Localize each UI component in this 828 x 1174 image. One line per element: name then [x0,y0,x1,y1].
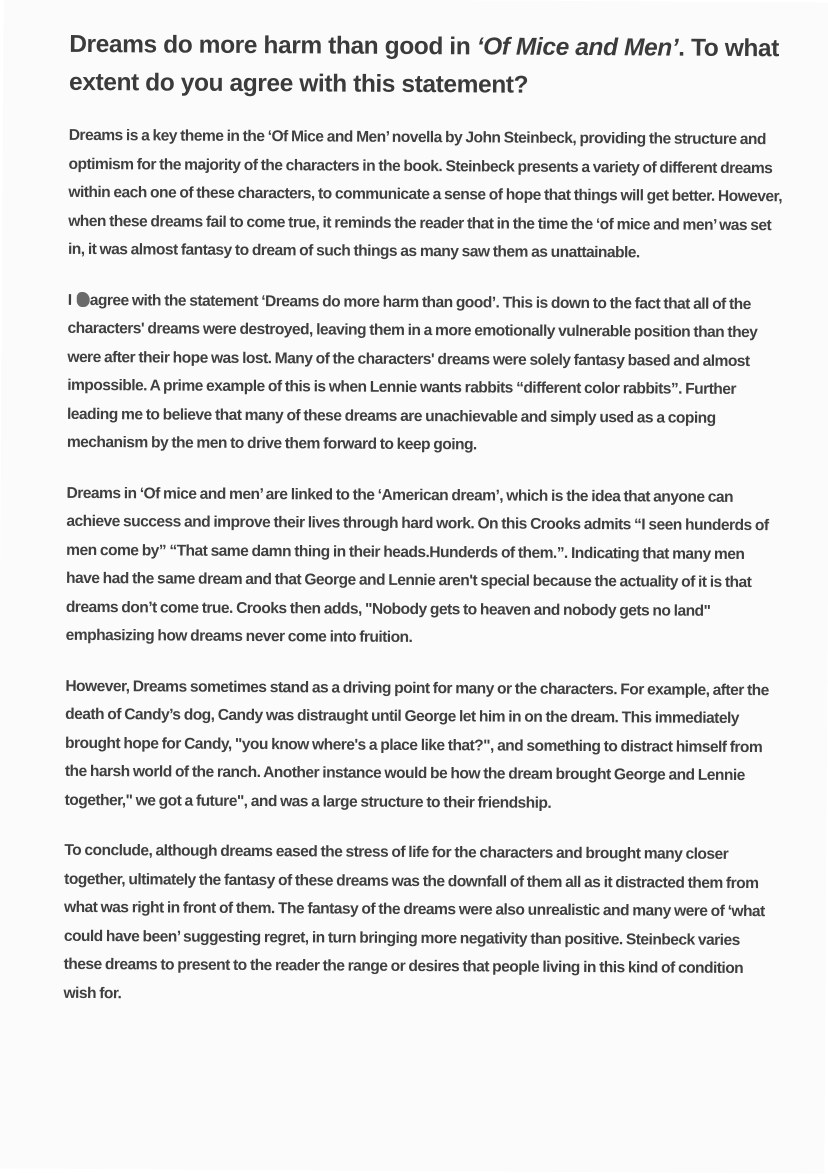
paragraph-counterargument: However, Dreams sometimes stand as a driving point for many or the characters. For example, after the death of Candy’s dog, Candy was distraught until George let him in on the dream. This immediately brought hope for Candy, "you know where's a place like that?", and something to distract himself from the harsh world of the ranch. Another instance would be how the dream brought George and Lennie together," we got a future", and was a large structure to their friendship. [64,677,769,812]
paragraph-conclusion: To conclude, although dreams eased the stress of life for the characters and brought many closer together, ultimately the fantasy of these dreams was the downfall of them all as it distracted them from what was right in front of them. The fantasy of the dreams were also unrealistic and many were of ‘what could have been’ suggesting regret, in turn bringing more negativity than positive. Steinbeck varies these dreams to present to the reader the range or desires that people living in this kind of condition wish for. [63,841,765,1002]
paragraph-agreement [67,286,782,461]
title-text-start: Dreams do more harm than good in [69,30,477,61]
title-novel-name: ‘Of Mice and Men’ [476,33,679,62]
paragraph-introduction: Dreams is a key theme in the ‘Of Mice and Men’ novella by John Steinbeck, providing the structure and optimism for the majority of the characters in the book. Steinbeck presents a variety of different dreams within each one of these characters, to communicate a sense of hope that things will get better. However, when these dreams fail to come true, it reminds the reader that in the time the ‘of mice and men’ was set in, it was almost fantasy to dream of such things as many saw them as unattainable. [67,126,783,262]
paragraph-agreement-lead: I [67,291,75,309]
essay-title [69,26,783,106]
title-text-end: . To what extent do you agree with this statement? [68,34,780,99]
paragraph-agreement-text: agree with the statement ‘Dreams do more harm than good’. This is down to the fact that all of the characters' dreams were destroyed, leaving them in a more emotionally vulnerable position than they were after their hope was lost. Many of the characters' dreams were solely fantasy based and almost impossible. A prime example of this is when Lennie wants rabbits “different color rabbits”. Further leading me to believe that many of these dreams are unachievable and simply used as a coping mechanism by the men to drive them forward to keep going. [66,291,758,454]
paragraph-american-dream: Dreams in ‘Of mice and men’ are linked to the ‘American dream’, which is the idea that anyone can achieve success and improve their lives through hard work. On this Crooks admits “I seen hunderds of men come by” “That same damn thing in their heads.Hunderds of them.”. Indicating that many men have had the same dream and that George and Lennie aren't special because the actuality of it is that dreams don’t come true. Crooks then adds, "Nobody gets to heaven and nobody gets no land" emphasizing how dreams never come into fruition. [65,484,769,646]
ink-blot [77,291,90,306]
